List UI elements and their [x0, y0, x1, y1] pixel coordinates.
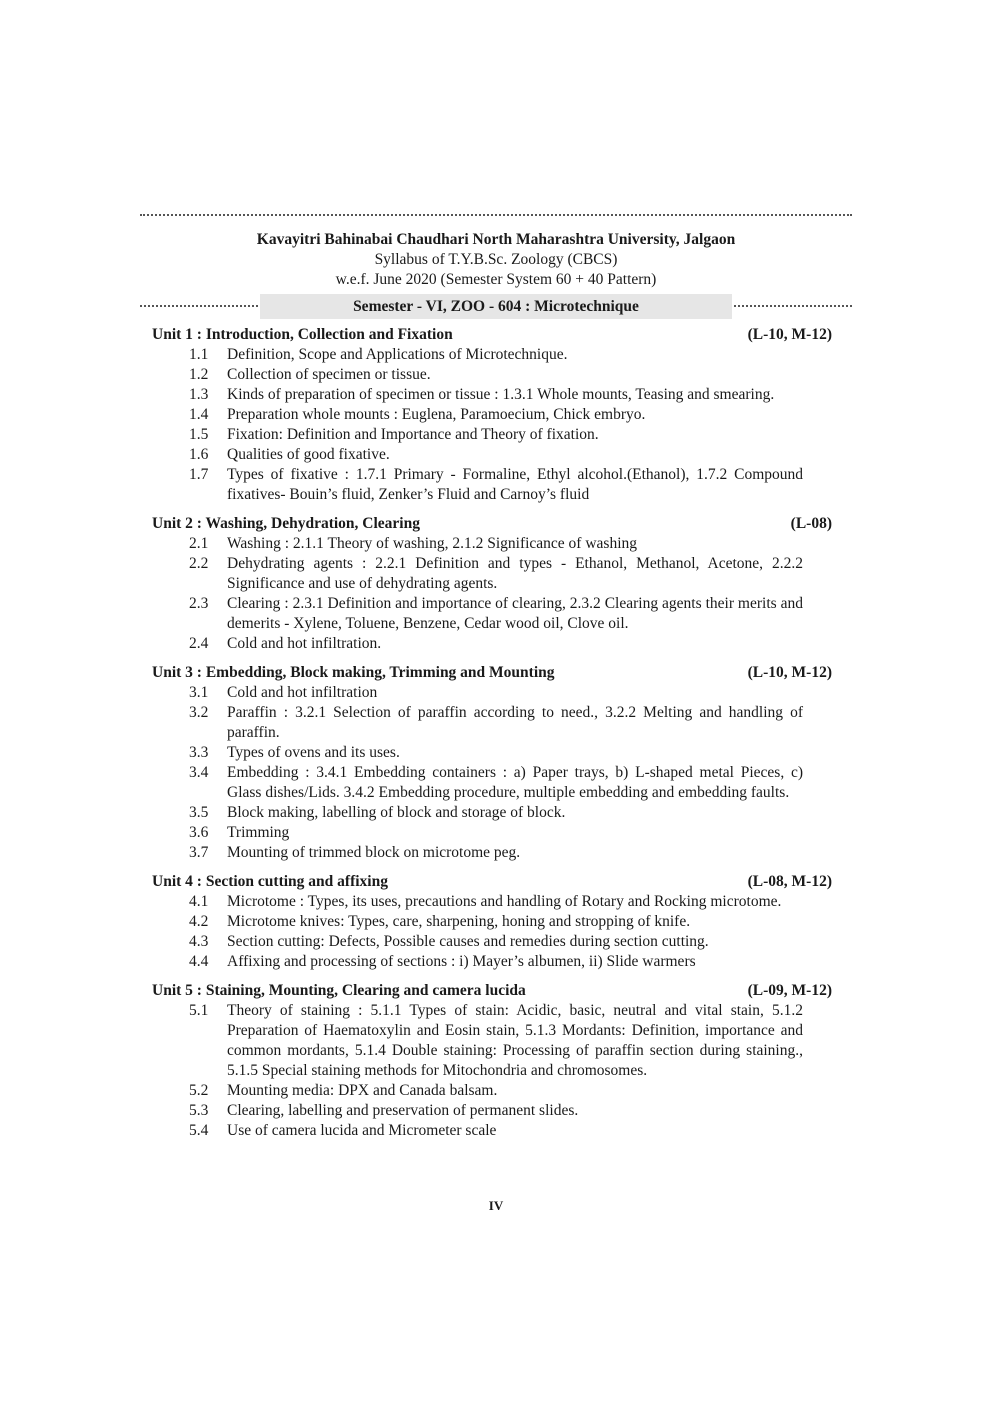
list-item [152, 445, 832, 465]
list-item [152, 1121, 832, 1141]
item-number: 3.2 [189, 704, 209, 721]
list-item [152, 554, 832, 594]
item-number: 4.4 [189, 953, 209, 970]
item-number: 5.4 [189, 1122, 209, 1139]
list-item [152, 534, 832, 554]
item-number: 3.6 [189, 824, 209, 841]
list-item [152, 634, 832, 654]
item-text: Trimming [227, 824, 290, 841]
item-number: 2.3 [189, 595, 209, 612]
list-item [152, 932, 832, 952]
item-text: Microtome : Types, its uses, precautions and handling of Rotary and Rocking microtome. [227, 893, 782, 910]
list-item [152, 803, 832, 823]
item-number: 2.1 [189, 535, 209, 552]
item-text: Clearing : 2.3.1 Definition and importance of clearing, 2.3.2 Clearing agents their merits and demerits - Xylene, Toluene, Benzene, Cedar wood oil, Clove oil. [227, 595, 803, 632]
item-text: Theory of staining : 5.1.1 Types of stain: Acidic, basic, neutral and vital stain, 5.1.2 Preparation of Haematoxylin and Eosin stain, 5.1.3 Mordants: Definition, importance and common mordants, 5.1.4 Double staining: Processing of paraffin section during staining., 5.1.5 Special staining methods for Mitochondria and chromosomes. [227, 1002, 803, 1079]
unit-heading [152, 981, 832, 1001]
item-text: Section cutting: Defects, Possible causes and remedies during section cutting. [227, 933, 709, 950]
unit-title: Unit 4 : Section cutting and affixing [152, 873, 388, 890]
unit-marks: (L-10, M-12) [747, 326, 832, 343]
semester-band [140, 294, 852, 319]
semester-title: Semester - VI, ZOO - 604 : Microtechnique [260, 294, 732, 319]
unit-marks: (L-09, M-12) [747, 982, 832, 999]
list-item [152, 405, 832, 425]
item-text: Block making, labelling of block and storage of block. [227, 804, 566, 821]
list-item [152, 763, 832, 803]
unit-section [152, 872, 832, 972]
item-text: Affixing and processing of sections : i) Mayer’s albumen, ii) Slide warmers [227, 953, 696, 970]
item-number: 3.7 [189, 844, 209, 861]
item-text: Fixation: Definition and Importance and Theory of fixation. [227, 426, 599, 443]
item-number: 1.4 [189, 406, 209, 423]
item-text: Embedding : 3.4.1 Embedding containers : a) Paper trays, b) L-shaped metal Pieces, c) Glass dishes/Lids. 3.4.2 Embedding procedure, multiple embedding and embedding faults. [227, 764, 803, 801]
item-number: 5.1 [189, 1002, 209, 1019]
list-item [152, 594, 832, 634]
list-item [152, 385, 832, 405]
unit-title: Unit 3 : Embedding, Block making, Trimming and Mounting [152, 664, 555, 681]
item-number: 5.2 [189, 1082, 209, 1099]
item-number: 1.6 [189, 446, 209, 463]
list-item [152, 743, 832, 763]
item-number: 2.4 [189, 635, 209, 652]
list-item [152, 345, 832, 365]
item-number: 4.2 [189, 913, 209, 930]
item-text: Qualities of good fixative. [227, 446, 390, 463]
item-number: 1.7 [189, 466, 209, 483]
university-name: Kavayitri Bahinabai Chaudhari North Maharashtra University, Jalgaon [256, 231, 736, 248]
item-text: Types of fixative : 1.7.1 Primary - Formaline, Ethyl alcohol.(Ethanol), 1.7.2 Compound fixatives- Bouin’s fluid, Zenker’s Fluid and Carnoy’s fluid [227, 466, 803, 503]
item-text: Cold and hot infiltration. [227, 635, 382, 652]
item-text: Preparation whole mounts : Euglena, Paramoecium, Chick embryo. [227, 406, 646, 423]
unit-title: Unit 2 : Washing, Dehydration, Clearing [152, 515, 420, 532]
list-item [152, 1081, 832, 1101]
item-text: Paraffin : 3.2.1 Selection of paraffin according to need., 3.2.2 Melting and handling of paraffin. [227, 704, 803, 741]
item-text: Definition, Scope and Applications of Microtechnique. [227, 346, 568, 363]
item-text: Types of ovens and its uses. [227, 744, 400, 761]
unit-heading [152, 325, 832, 345]
list-item [152, 912, 832, 932]
unit-heading [152, 663, 832, 683]
unit-marks: (L-08, M-12) [747, 873, 832, 890]
item-number: 3.3 [189, 744, 209, 761]
syllabus-title: Syllabus of T.Y.B.Sc. Zoology (CBCS) [374, 251, 618, 268]
syllabus-content [152, 325, 832, 1150]
unit-heading [152, 514, 832, 534]
item-number: 1.5 [189, 426, 209, 443]
item-text: Use of camera lucida and Micrometer scale [227, 1122, 497, 1139]
list-item [152, 1101, 832, 1121]
list-item [152, 843, 832, 863]
list-item [152, 365, 832, 385]
item-text: Clearing, labelling and preservation of permanent slides. [227, 1102, 579, 1119]
unit-title: Unit 1 : Introduction, Collection and Fixation [152, 326, 453, 343]
unit-marks: (L-08) [790, 515, 832, 532]
unit-section [152, 981, 832, 1141]
top-dotted-rule [140, 214, 852, 216]
item-text: Microtome knives: Types, care, sharpening, honing and stropping of knife. [227, 913, 691, 930]
item-number: 3.1 [189, 684, 209, 701]
unit-marks: (L-10, M-12) [747, 664, 832, 681]
item-text: Collection of specimen or tissue. [227, 366, 431, 383]
item-text: Mounting of trimmed block on microtome peg. [227, 844, 521, 861]
list-item [152, 683, 832, 703]
item-number: 1.2 [189, 366, 209, 383]
unit-title: Unit 5 : Staining, Mounting, Clearing and camera lucida [152, 982, 526, 999]
item-number: 4.3 [189, 933, 209, 950]
item-number: 3.4 [189, 764, 209, 781]
document-header [140, 230, 852, 290]
dotted-rule-right [734, 305, 852, 307]
item-number: 2.2 [189, 555, 209, 572]
list-item [152, 425, 832, 445]
item-number: 5.3 [189, 1102, 209, 1119]
item-text: Cold and hot infiltration [227, 684, 378, 701]
effective-date: w.e.f. June 2020 (Semester System 60 + 40 Pattern) [335, 271, 657, 288]
list-item [152, 703, 832, 743]
unit-heading [152, 872, 832, 892]
item-number: 1.3 [189, 386, 209, 403]
item-number: 1.1 [189, 346, 209, 363]
dotted-rule-left [140, 305, 258, 307]
item-number: 4.1 [189, 893, 209, 910]
list-item [152, 1001, 832, 1081]
list-item [152, 952, 832, 972]
item-text: Kinds of preparation of specimen or tissue : 1.3.1 Whole mounts, Teasing and smearing. [227, 386, 775, 403]
item-text: Mounting media: DPX and Canada balsam. [227, 1082, 498, 1099]
list-item [152, 892, 832, 912]
unit-section [152, 663, 832, 863]
list-item [152, 465, 832, 505]
unit-section [152, 514, 832, 654]
item-text: Dehydrating agents : 2.2.1 Definition and types - Ethanol, Methanol, Acetone, 2.2.2 Significance and use of dehydrating agents. [227, 555, 803, 592]
page-number: IV [488, 1198, 504, 1213]
unit-section [152, 325, 832, 505]
item-number: 3.5 [189, 804, 209, 821]
item-text: Washing : 2.1.1 Theory of washing, 2.1.2 Significance of washing [227, 535, 638, 552]
list-item [152, 823, 832, 843]
